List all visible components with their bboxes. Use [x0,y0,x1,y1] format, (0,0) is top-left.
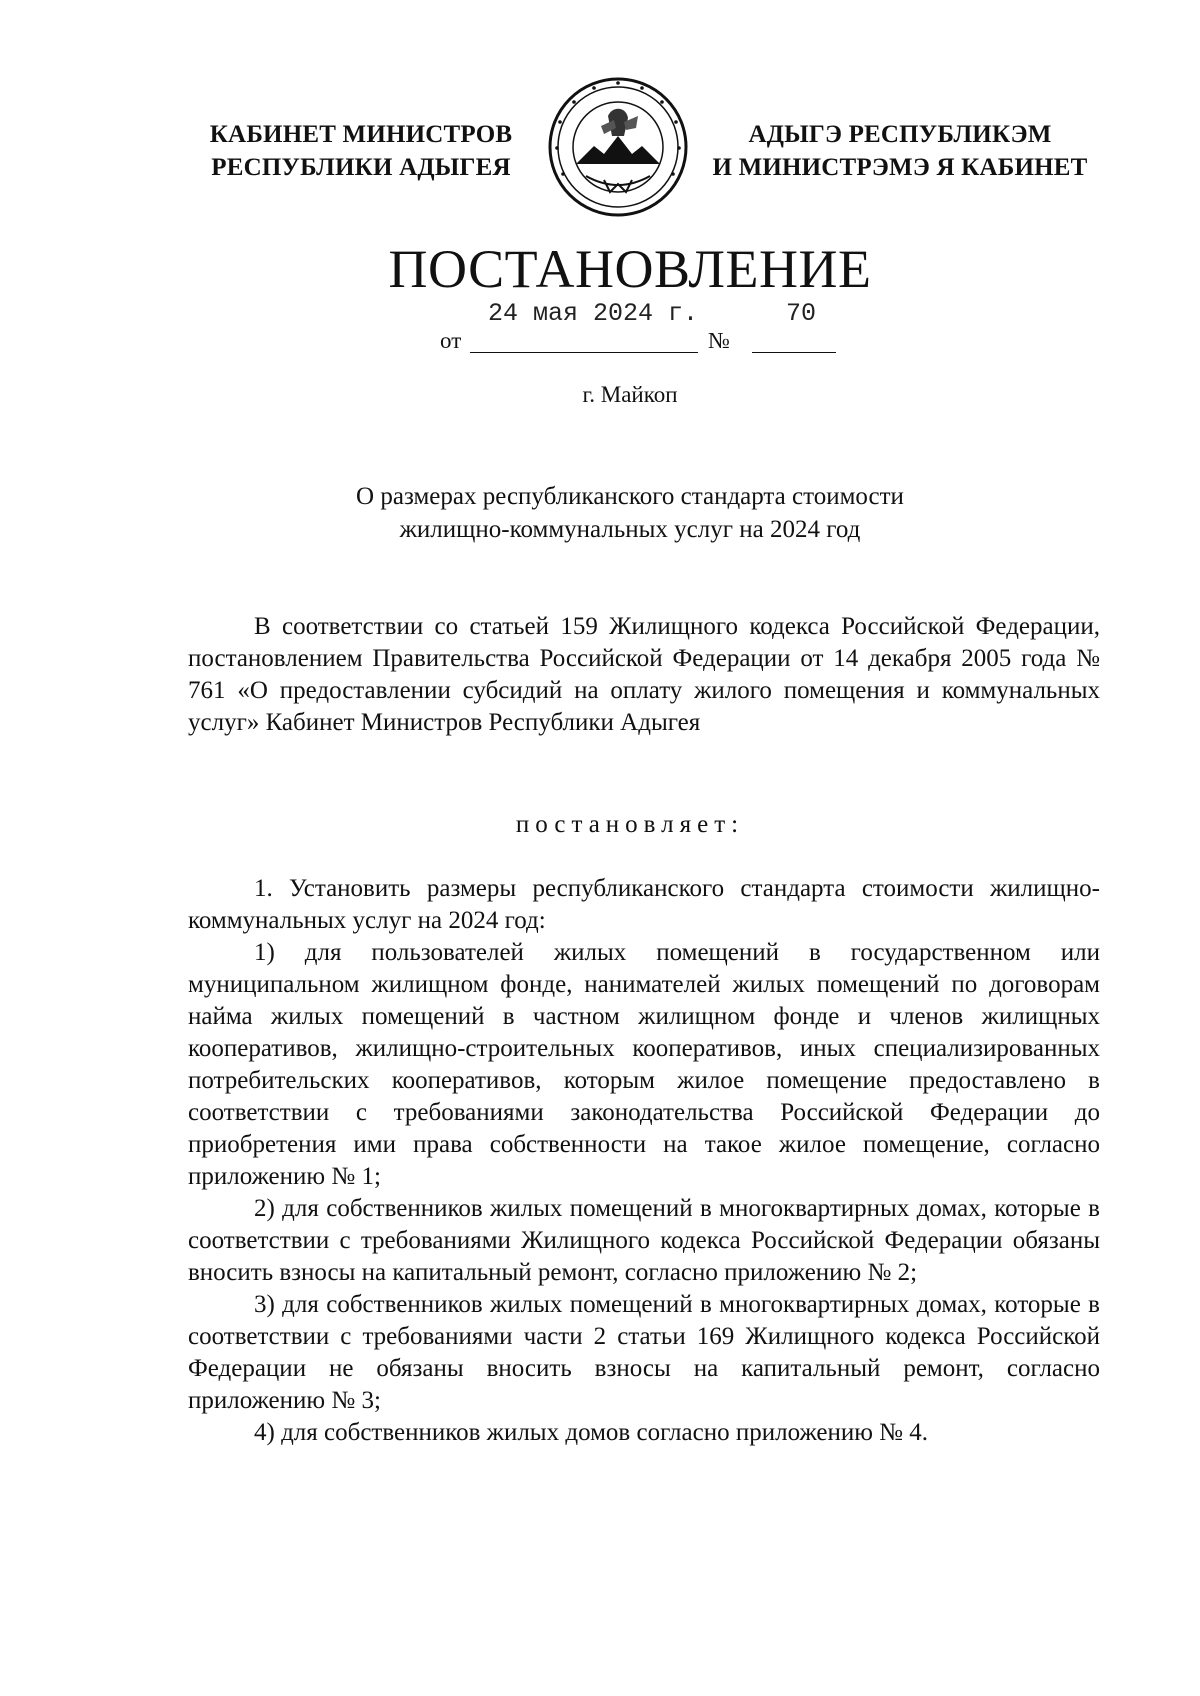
coat-of-arms-emblem [546,76,690,218]
decree-item: 4) для собственников жилых домов согласно приложению № 4. [254,1419,929,1446]
decree-item: 1. Установить размеры республиканского стандарта стоимости жилищно-коммунальных услуг на 2024 год: [188,875,1100,934]
city: г. Майкоп [582,382,678,407]
number-underline [752,352,836,353]
document-subject [300,480,960,546]
issuer-name-russian [196,118,526,184]
document-title: ПОСТАНОВЛЕНИЕ [388,239,872,299]
decree-word: постановляет: [515,811,745,838]
subject-line: О размерах республиканского стандарта стоимости [356,483,904,510]
date-value: 24 мая 2024 г. [488,299,699,328]
date-underline [470,352,698,353]
issuer-name-adyghe [700,118,1100,184]
subject-line: жилищно-коммунальных услуг на 2024 год [399,516,861,543]
decree-item: 3) для собственников жилых помещений в многоквартирных домах, которые в соответствии с требованиями части 2 статьи 169 Жилищного кодекса Российской Федерации не обязаны вносить взносы на капитальный ремонт, согласно приложению № 3; [188,1291,1100,1414]
decree-items [188,873,1100,1449]
issuer-line: КАБИНЕТ МИНИСТРОВ [209,121,513,148]
number-value: 70 [786,299,817,328]
decree-item: 1) для пользователей жилых помещений в государственном или муниципальном жилищном фонде, нанимателей жилых помещений по договорам найма жилых помещений в частном жилищном фонде и членов жилищных кооперативов, жилищно-строительных кооперативов, иных специализированных потребительских кооперативов, которым жилое помещение предоставлено в соответствии с требованиями законодательства Российской Федерации до приобретения ими права собственности на такое жилое помещение, согласно приложению № 1; [188,939,1100,1190]
issuer-line: РЕСПУБЛИКИ АДЫГЕЯ [211,154,511,181]
preamble-paragraph: В соответствии со статьей 159 Жилищного кодекса Российской Федерации, постановлением Правительства Российской Федерации от 14 декабря 2005 года № 761 «О предоставлении субсидий на оплату жилого помещения и коммунальных услуг» Кабинет Министров Республики Адыгея [188,613,1100,736]
decree-item: 2) для собственников жилых помещений в многоквартирных домах, которые в соответствии с требованиями Жилищного кодекса Российской Федерации обязаны вносить взносы на капитальный ремонт, согласно приложению № 2; [188,1195,1100,1286]
issuer-line: АДЫГЭ РЕСПУБЛИКЭМ [748,121,1052,148]
number-label: № [708,328,730,353]
date-label: от [440,328,462,353]
issuer-line: И МИНИСТРЭМЭ Я КАБИНЕТ [712,154,1088,181]
